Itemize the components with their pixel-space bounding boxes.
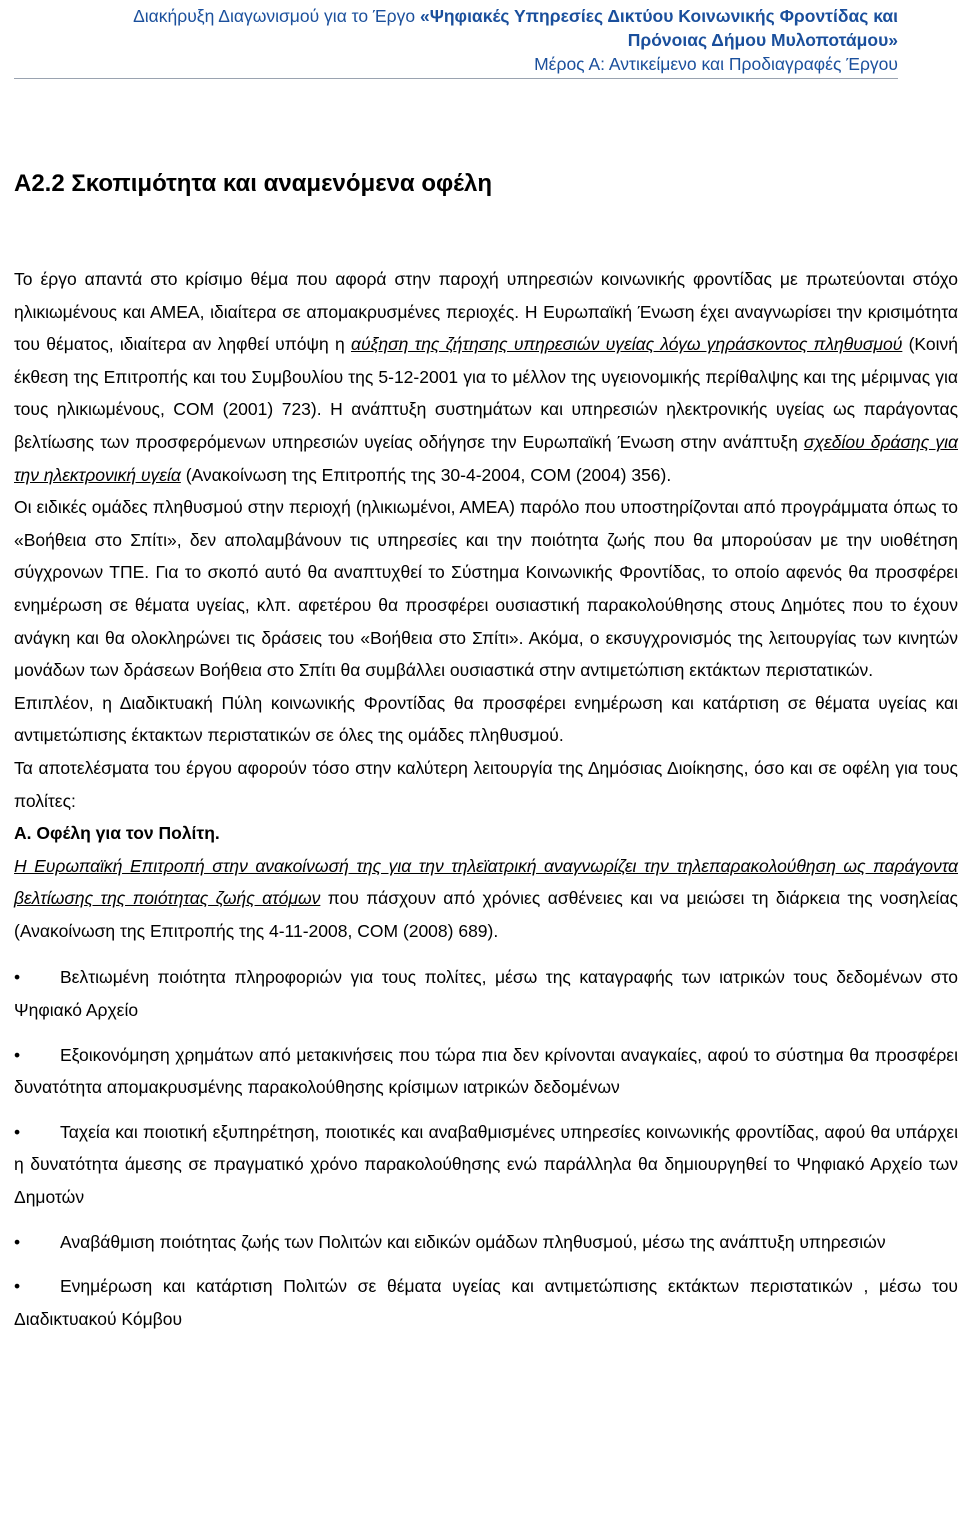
bullet-icon: • xyxy=(14,1044,21,1065)
header-line-1 xyxy=(0,4,898,28)
paragraph-5 xyxy=(14,850,958,948)
emphasis-link-demand: αύξηση της ζήτησης υπηρεσιών υγείας λόγω γηράσκοντος πληθυσμού xyxy=(350,334,903,355)
bullet-icon: • xyxy=(14,1121,21,1142)
list-item-text: Εξοικονόμηση χρημάτων από μετακινήσεις που τώρα πια δεν κρίνονται αναγκαίες, αφού το σύστημα θα προσφέρει δυνατότητα απομακρυσμένης παρακολούθησης κρίσιμων ιατρικών δεδομένων xyxy=(14,1044,958,1098)
section-title: Α2.2 Σκοπιμότητα και αναμενόμενα οφέλη xyxy=(14,170,493,197)
header-line-1-bold: «Ψηφιακές Υπηρεσίες Δικτύου Κοινωνικής Φροντίδας και xyxy=(419,6,898,26)
paragraph-2: Οι ειδικές ομάδες πληθυσμού στην περιοχή (ηλικιωμένοι, ΑΜΕΑ) παρόλο που υποστηρίζονται από προγράμματα όπως το «Βοήθεια στο Σπίτι», δεν απολαμβάνουν τις υπηρεσίες και την ποιότητα ζωής που θα μπορούσαν με την υιοθέτηση σύγχρονων ΤΠΕ. Για το σκοπό αυτό θα αναπτυχθεί το Σύστημα Κοινωνικής Φροντίδας, το οποίο αφενός θα προσφέρει ενημέρωση σε θέματα υγείας, κλπ. αφετέρου θα προσφέρει ουσιαστική παρακολούθησης στους Δημότες που το έχουν ανάγκη και θα ολοκληρώνει τις δράσεις του «Βοήθεια στο Σπίτι». Ακόμα, ο εκσυγχρονισμός της λειτουργίας των κινητών μονάδων των δράσεων Βοήθεια στο Σπίτι θα συμβάλλει ουσιαστικά στην αντιμετώπιση εκτάκτων περιστατικών. xyxy=(14,497,958,681)
list-item xyxy=(14,1270,958,1335)
bullet-icon: • xyxy=(14,1276,21,1297)
list-item-text: Ενημέρωση και κατάρτιση Πολιτών σε θέματα υγείας και αντιμετώπισης εκτάκτων περιστατικών , μέσω του Διαδικτυακού Κόμβου xyxy=(14,1276,958,1329)
list-item xyxy=(14,1039,958,1104)
paragraph-5-text: που πάσχουν από χρόνιες ασθένειες και να μειώσει τη διάρκεια της νοσηλείας (Ανακοίνωση της Επιτροπής της 4-11-2008, COM (2008) 689). xyxy=(14,888,958,941)
paragraph-1-text-a: Το έργο απαντά στο κρίσιμο θέμα που αφορά στην παροχή υπηρεσιών κοινωνικής φροντίδας με πρωτεύονται στόχο ηλικιωμένους και ΑΜΕΑ, ιδιαίτερα σε απομακρυσμένες περιοχές. Η Ευρωπαϊκή Ένωση έχει αναγνωρίσει την κρισιμότητα του θέματος, ιδιαίτερα αν ληφθεί υπόψη η xyxy=(14,269,958,355)
list-item xyxy=(14,961,958,1026)
paragraph-4: Τα αποτελέσματα του έργου αφορούν τόσο στην καλύτερη λειτουργία της Δημόσιας Διοίκησης, όσο και σε οφέλη για τους πολίτες: xyxy=(14,757,958,811)
header-divider xyxy=(14,78,898,79)
header-line-3: Μέρος Α: Αντικείμενο και Προδιαγραφές Έργου xyxy=(534,54,898,74)
emphasis-link-telemonitoring: Η Ευρωπαϊκή Επιτροπή στην ανακοίνωσή της για την τηλεϊατρική αναγνωρίζει την τηλεπαρακολούθηση ως παράγοντα βελτίωσης της ποιότητας ζωής ατόμων xyxy=(14,855,958,909)
paragraph-1 xyxy=(14,263,958,491)
header-line-2: Πρόνοιας Δήμου Μυλοποτάμου» xyxy=(627,30,898,50)
paragraph-3: Επιπλέον, η Διαδικτυακή Πύλη κοινωνικής Φροντίδας θα προσφέρει ενημέρωση και κατάρτιση σε θέματα υγείας και αντιμετώπισης έκτακτων περιστατικών σε όλες της ομάδες πληθυσμού. xyxy=(14,692,958,746)
subheading-citizen-benefits: Α. Οφέλη για τον Πολίτη. xyxy=(14,823,220,844)
document-header xyxy=(0,0,898,76)
paragraph-1-text-b: (Κοινή έκθεση της Επιτροπής και του Συμβουλίου της 5-12-2001 για το μέλλον της υγειονομικής περίθαλψης και της μέριμνας για τους ηλικιωμένους, COM (2001) 723). Η ανάπτυξη συστημάτων και υπηρεσιών ηλεκτρονικής υγείας ως παράγοντας βελτίωσης των προσφερόμενων υπηρεσιών υγείας οδήγησε την Ευρωπαϊκή Ένωση στην ανάπτυξη xyxy=(14,334,958,452)
list-item xyxy=(14,1116,958,1214)
header-line-1-normal: Διακήρυξη Διαγωνισμού για το Έργο xyxy=(133,6,420,26)
document-body xyxy=(14,263,958,1335)
bullet-icon: • xyxy=(14,1231,21,1252)
list-item-text: Αναβάθμιση ποιότητας ζωής των Πολιτών και ειδικών ομάδων πληθυσμού, μέσω της ανάπτυξη υπηρεσιών xyxy=(60,1231,886,1252)
list-item-text: Ταχεία και ποιοτική εξυπηρέτηση, ποιοτικές και αναβαθμισμένες υπηρεσίες κοινωνικής φροντίδας, αφού θα υπάρχει η δυνατότητα άμεσης σε πραγματικό χρόνο παρακολούθησης ενώ παράλληλα θα δημιουργηθεί το Ψηφιακό Αρχείο των Δημοτών xyxy=(14,1121,958,1208)
bullet-icon: • xyxy=(14,967,21,988)
paragraph-1-text-c: (Ανακοίνωση της Επιτροπής της 30-4-2004, COM (2004) 356). xyxy=(180,464,672,485)
list-item xyxy=(14,1226,958,1259)
emphasis-link-ehealth-plan: σχεδίου δράσης για την ηλεκτρονική υγεία xyxy=(14,431,958,485)
list-item-text: Βελτιωμένη ποιότητα πληροφοριών για τους πολίτες, μέσω της καταγραφής των ιατρικών τους δεδομένων στο Ψηφιακό Αρχείο xyxy=(14,967,958,1021)
benefits-list xyxy=(14,961,958,1335)
